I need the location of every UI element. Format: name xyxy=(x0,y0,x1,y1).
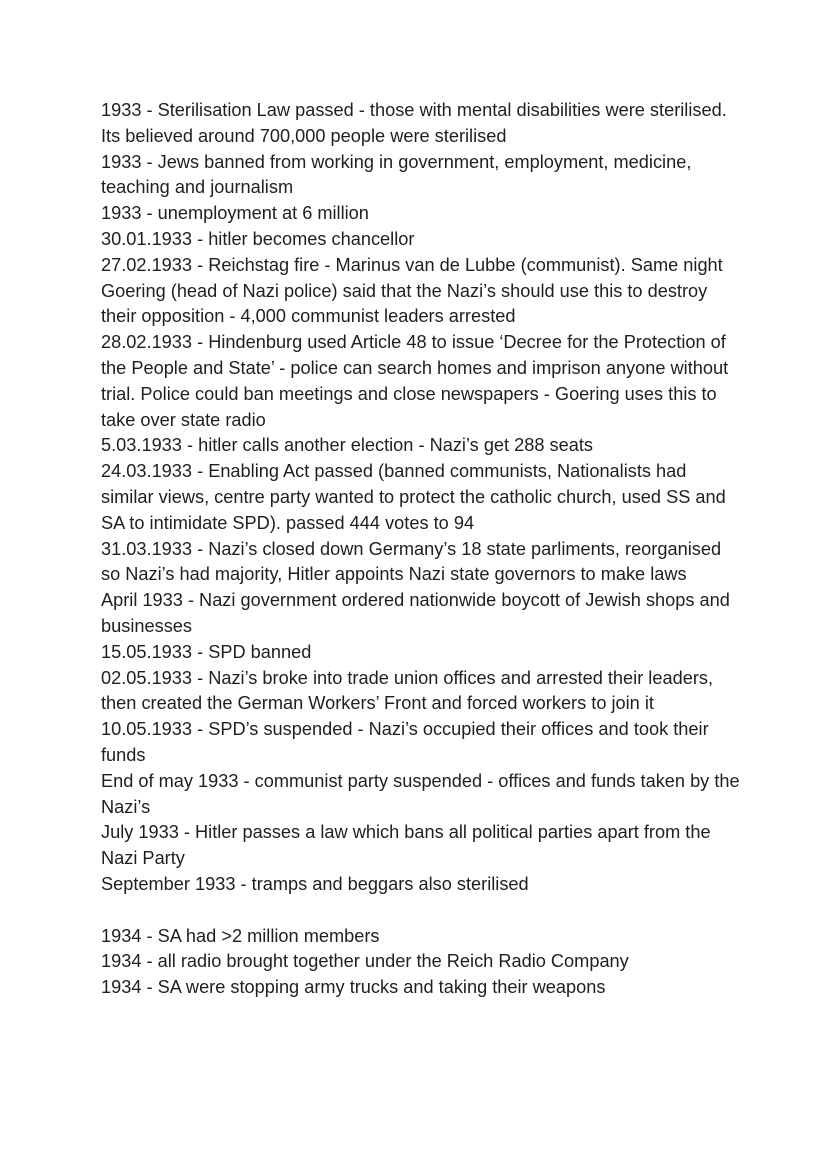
timeline-entry: 02.05.1933 - Nazi’s broke into trade union offices and arrested their leaders, then created the German Workers’ Front and forced workers to join it xyxy=(101,667,714,714)
timeline-entry: 1934 - all radio brought together under the Reich Radio Company xyxy=(101,951,629,972)
timeline-entry: September 1933 - tramps and beggars also sterilised xyxy=(101,873,529,894)
timeline-entry: 24.03.1933 - Enabling Act passed (banned communists, Nationalists had similar views, centre party wanted to protect the catholic church, used SS and SA to intimidate SPD). passed 444 votes to 94 xyxy=(101,461,726,533)
timeline-entry: 1933 - unemployment at 6 million xyxy=(101,203,369,224)
timeline-entry: 10.05.1933 - SPD’s suspended - Nazi’s occupied their offices and took their funds xyxy=(101,719,709,765)
timeline-entry: 31.03.1933 - Nazi’s closed down Germany’s 18 state parliments, reorganised so Nazi’s had majority, Hitler appoints Nazi state governors to make laws xyxy=(101,538,722,585)
timeline-entry: 30.01.1933 - hitler becomes chancellor xyxy=(101,228,415,249)
timeline-1933 xyxy=(101,98,741,898)
timeline-entry: April 1933 - Nazi government ordered nationwide boycott of Jewish shops and businesses xyxy=(101,590,730,636)
timeline-entry: 5.03.1933 - hitler calls another election - Nazi’s get 288 seats xyxy=(101,435,594,456)
timeline-entry: July 1933 - Hitler passes a law which bans all political parties apart from the Nazi Party xyxy=(101,822,711,869)
timeline-entry: 1934 - SA were stopping army trucks and taking their weapons xyxy=(101,977,606,998)
blank-line xyxy=(101,898,741,924)
timeline-entry: End of may 1933 - communist party suspended - offices and funds taken by the Nazi’s xyxy=(101,770,740,817)
timeline-1934 xyxy=(101,924,741,1001)
timeline-entry: 1933 - Sterilisation Law passed - those with mental disabilities were sterilised. Its believed around 700,000 people were sterilised xyxy=(101,100,727,146)
timeline-entry: 15.05.1933 - SPD banned xyxy=(101,641,312,662)
timeline-entry: 1933 - Jews banned from working in government, employment, medicine, teaching and journalism xyxy=(101,151,692,198)
timeline-entry: 1934 - SA had >2 million members xyxy=(101,925,380,946)
timeline-entry: 28.02.1933 - Hindenburg used Article 48 to issue ‘Decree for the Protection of the People and State’ - police can search homes and imprison anyone without trial. Police could ban meetings and close newspapers - Goering uses this to take over state radio xyxy=(101,332,729,430)
timeline-entry: 27.02.1933 - Reichstag fire - Marinus van de Lubbe (communist). Same night Goering (head of Nazi police) said that the Nazi’s should use this to destroy their opposition - 4,000 communist leaders arrested xyxy=(101,254,723,327)
document-body xyxy=(101,98,741,1001)
